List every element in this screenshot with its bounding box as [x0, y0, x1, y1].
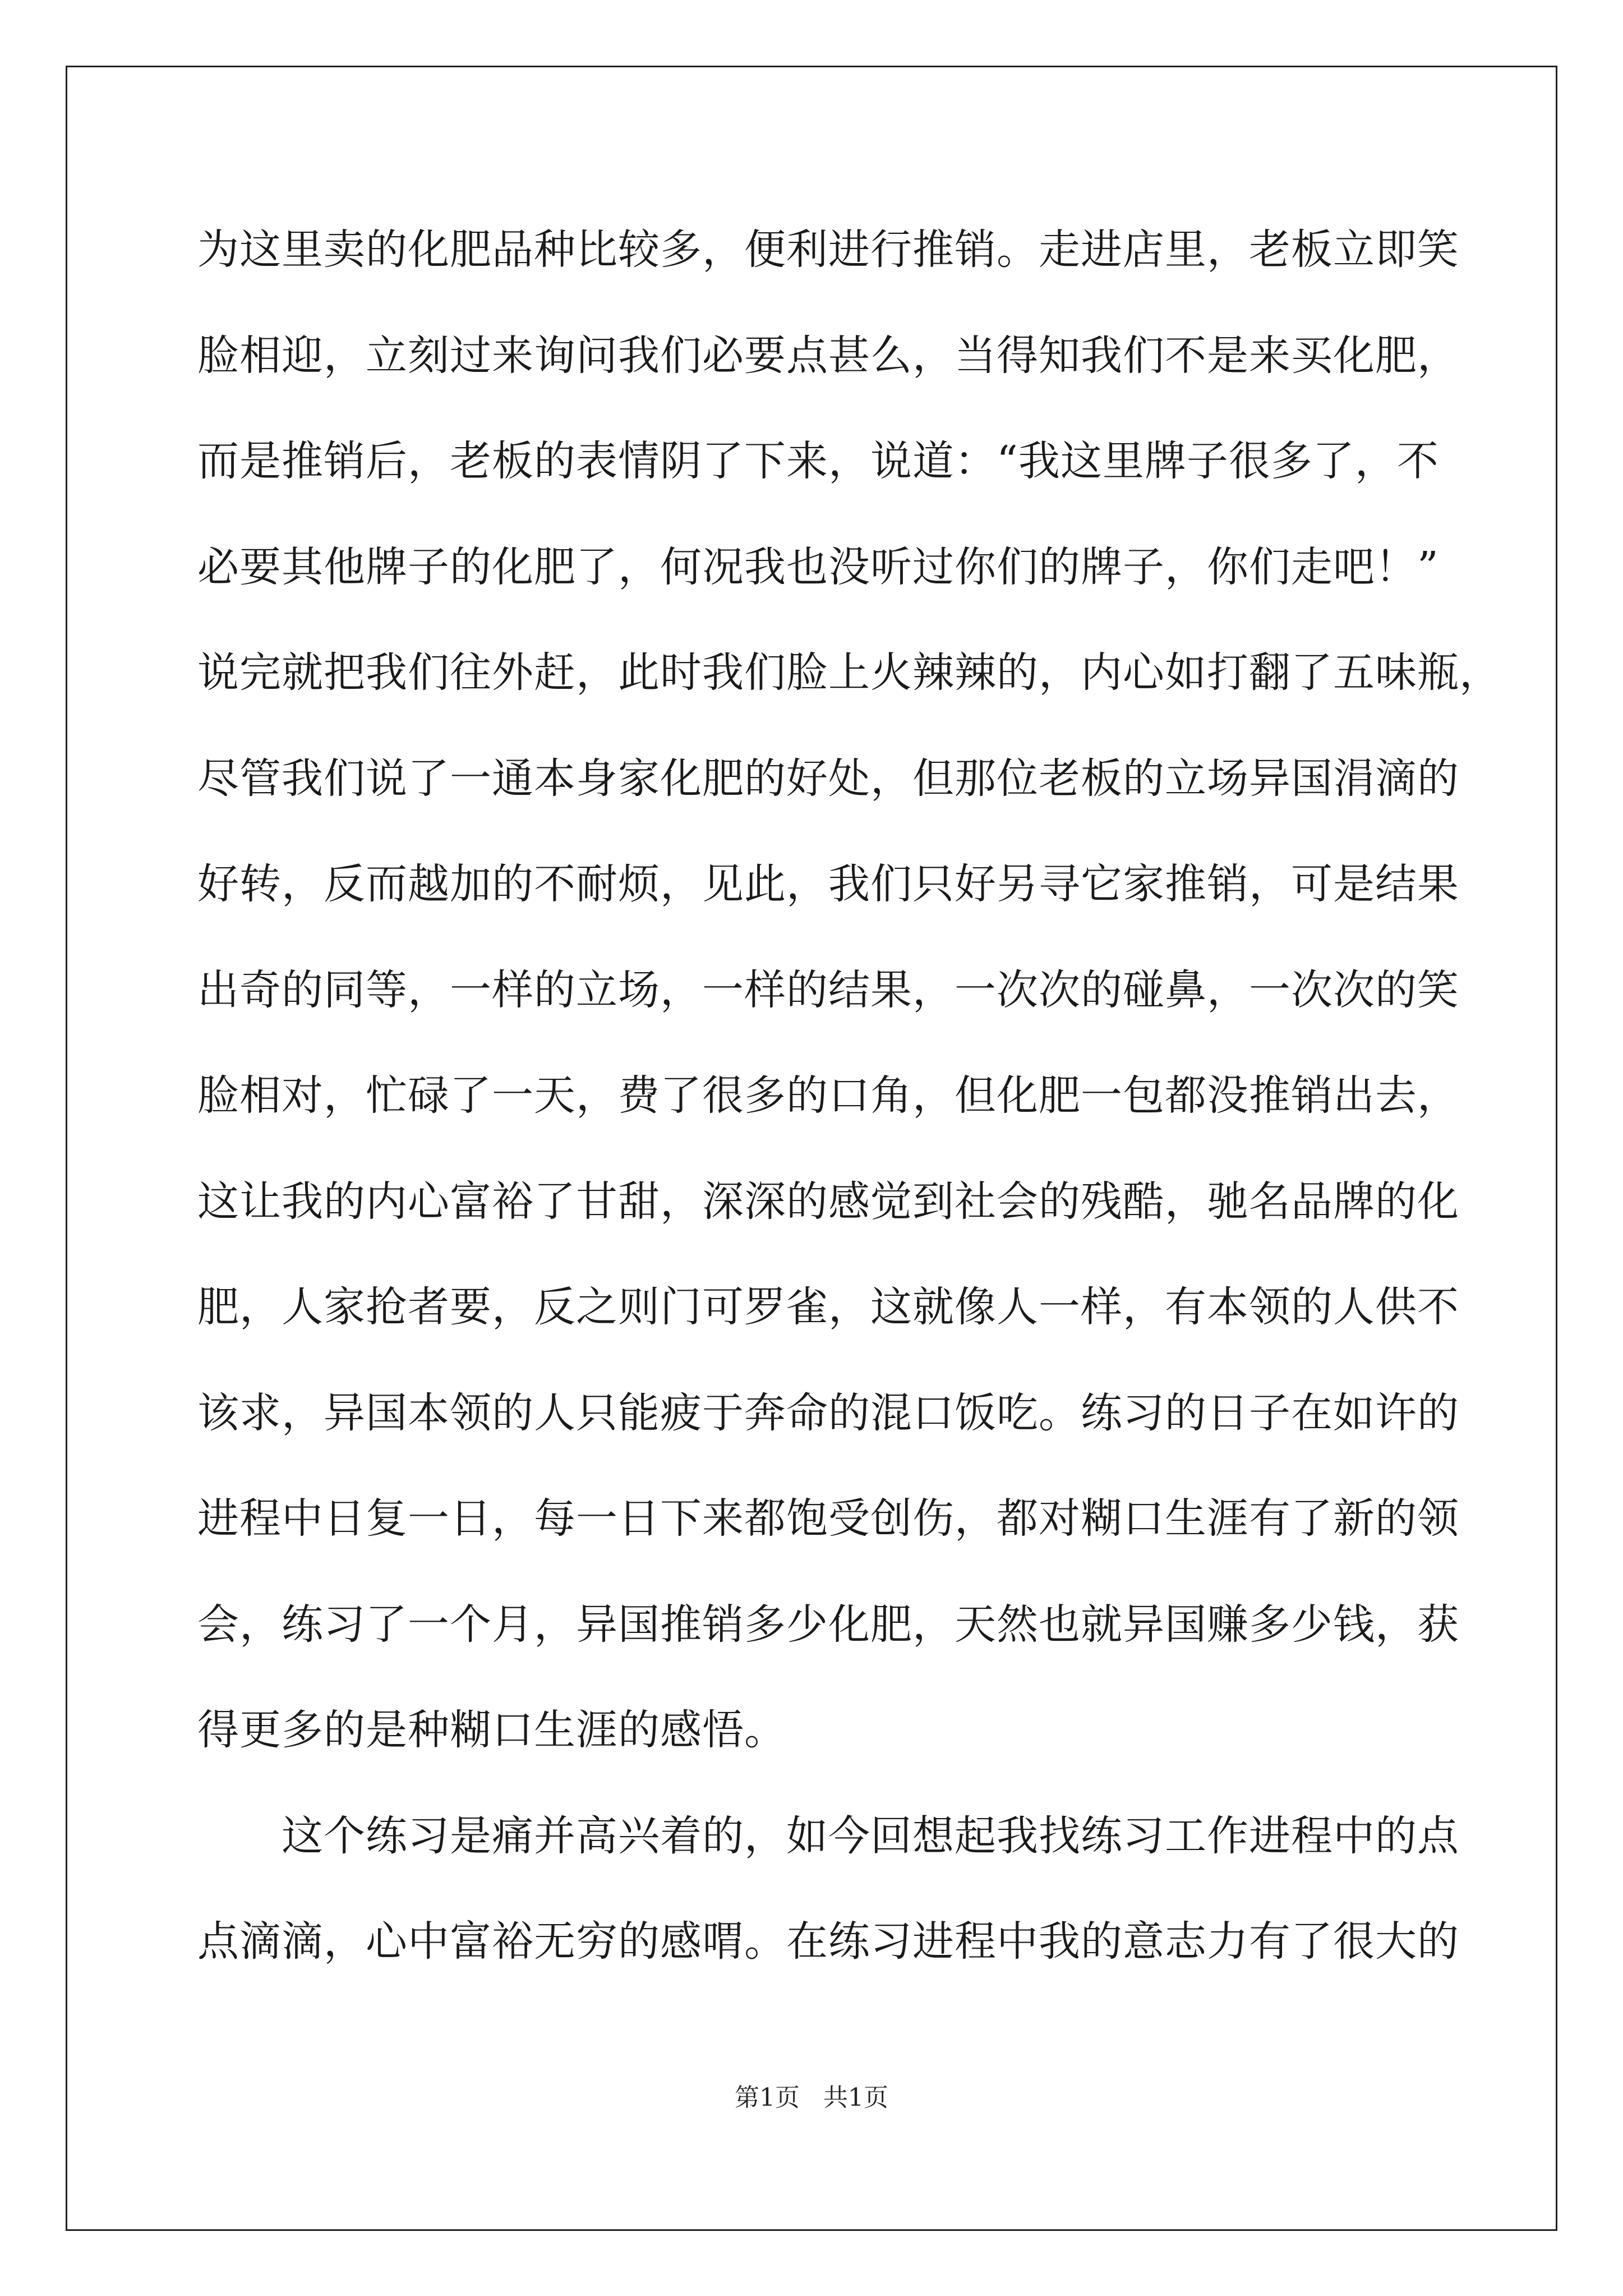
text-line: 脸相对，忙碌了一天，费了很多的口角，但化肥一包都没推销出去， — [197, 1071, 1459, 1120]
text-line: 而是推销后，老板的表情阴了下来，说道：“我这里牌子很多了，不 — [197, 437, 1439, 485]
text-line: 进程中日复一日，每一日下来都饱受创伤，都对糊口生涯有了新的领 — [197, 1494, 1459, 1543]
text-line: 会，练习了一个月，异国推销多少化肥，天然也就异国赚多少钱，获 — [197, 1600, 1459, 1649]
text-line: 点滴滴，心中富裕无穷的感喟。在练习进程中我的意志力有了很大的 — [197, 1917, 1459, 1966]
text-line: 脸相迎，立刻过来询问我们必要点甚么，当得知我们不是来买化肥， — [197, 331, 1459, 380]
text-line: 尽管我们说了一通本身家化肥的好处，但那位老板的立场异国涓滴的 — [197, 754, 1459, 803]
text-line: 得更多的是种糊口生涯的感悟。 — [197, 1706, 786, 1754]
paragraph-start-line: 这个练习是痛并高兴着的，如今回想起我找练习工作进程中的点 — [282, 1811, 1459, 1860]
page-number-footer: 第1页 共1页 — [735, 2083, 888, 2112]
text-line: 为这里卖的化肥品种比较多，便利进行推销。走进店里，老板立即笑 — [197, 226, 1459, 274]
text-line: 说完就把我们往外赶，此时我们脸上火辣辣的，内心如打翻了五味瓶， — [197, 648, 1501, 697]
text-line: 好转，反而越加的不耐烦，见此，我们只好另寻它家推销，可是结果 — [197, 860, 1459, 908]
text-line: 出奇的同等，一样的立场，一样的结果，一次次的碰鼻，一次次的笑 — [197, 965, 1459, 1014]
document-body — [197, 213, 1501, 2011]
text-line: 这让我的内心富裕了甘甜，深深的感觉到社会的残酷，驰名品牌的化 — [197, 1177, 1459, 1226]
text-line: 肥，人家抢者要，反之则门可罗雀，这就像人一样，有本领的人供不 — [197, 1283, 1459, 1331]
text-line: 该求，异国本领的人只能疲于奔命的混口饭吃。练习的日子在如许的 — [197, 1388, 1459, 1437]
text-line: 必要其他牌子的化肥了，何况我也没听过你们的牌子，你们走吧！” — [197, 542, 1439, 591]
